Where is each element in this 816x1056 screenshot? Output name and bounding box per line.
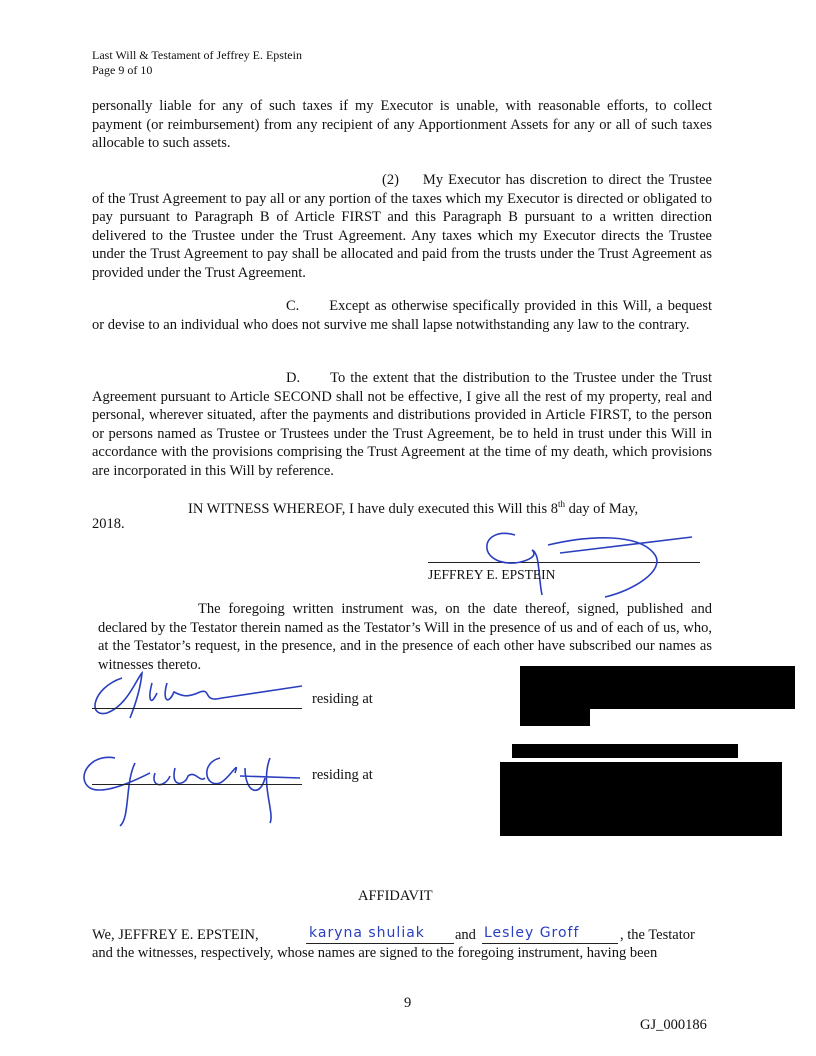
- affidavit-intro-suffix: , the Testator: [620, 927, 695, 943]
- witness-clause-superscript: th: [557, 499, 565, 509]
- witness-2-address-redaction: [512, 744, 738, 758]
- witness-1-signature: [82, 668, 312, 723]
- affidavit-handwritten-name-2: Lesley Groff: [484, 925, 580, 941]
- witness-year: 2018.: [92, 516, 125, 532]
- witness-1-residing-label: residing at: [312, 691, 373, 707]
- paragraph-taxes-liability: personally liable for any of such taxes if my Executor is unable, with reasonable efforts, to collect payment (or reimbursement) from any recipient of any Apportionment Assets for any or all of such taxes allocable to such assets.: [92, 98, 712, 151]
- paragraph-d: [92, 369, 712, 480]
- affidavit-and: and: [455, 927, 476, 943]
- affidavit-line-2: and the witnesses, respectively, whose names are signed to the foregoing instrument, having been: [92, 945, 658, 961]
- paragraph-executor-discretion: [92, 171, 712, 282]
- document-title: Last Will & Testament of Jeffrey E. Epstein: [92, 48, 302, 62]
- page-number: 9: [404, 995, 412, 1011]
- affidavit-handwritten-name-1: karyna shuliak: [309, 925, 425, 941]
- attestation-clause: [98, 600, 712, 674]
- affidavit-intro-prefix: We, JEFFREY E. EPSTEIN,: [92, 927, 259, 943]
- testator-name: JEFFREY E. EPSTEIN: [428, 567, 556, 582]
- page-info: Page 9 of 10: [92, 63, 153, 77]
- witness-2-address-redaction-2: [500, 762, 782, 836]
- witness-2-signature-line: [92, 784, 302, 785]
- attestation-clause-text: The foregoing written instrument was, on the date thereof, signed, published and declared by the Testator therein named as the Testator’s Will in the presence of us and of each of us, who, at the Testator’s request, in the presence, and in the presence of each other have subscribed our names as witnesses thereto.: [98, 601, 712, 673]
- paragraph-c-text: Except as otherwise specifically provided in this Will, a bequest or devise to an individual who does not survive me shall lapse notwithstanding any law to the contrary.: [92, 298, 712, 333]
- affidavit-title: AFFIDAVIT: [358, 888, 433, 904]
- witness-1-address-redaction-2: [520, 708, 590, 726]
- paragraph-marker-c: C.: [286, 298, 300, 314]
- witness-1-signature-line: [92, 708, 302, 709]
- paragraph-executor-discretion-text: My Executor has discretion to direct the Trustee of the Trust Agreement to pay all or any portion of the taxes which my Executor is directed or obligated to pay pursuant to Paragraph B of Article FIRST and this Paragraph B pursuant to a written direction delivered to the Trustee under the Trust Agreement. Any taxes which my Executor directs the Trustee under the Trust Agreement to pay shall be allocated and paid from the trusts under the Trust Agreement as provided under the Trust Agreement.: [92, 172, 712, 281]
- paragraph-c: [92, 297, 712, 334]
- paragraph-marker-2: (2): [382, 172, 399, 188]
- witness-clause-text: IN WITNESS WHEREOF, I have duly executed this Will this 8: [188, 500, 558, 517]
- testator-signature: [420, 505, 720, 600]
- paragraph-marker-d: D.: [286, 370, 301, 386]
- bates-number: GJ_000186: [640, 1017, 707, 1033]
- witness-2-residing-label: residing at: [312, 767, 373, 783]
- witness-1-address-redaction: [520, 666, 795, 709]
- witness-clause-month: day of May,: [565, 500, 639, 517]
- paragraph-d-text: To the extent that the distribution to the Trustee under the Trust Agreement pursuant to Article SECOND shall not be effective, I give all the rest of my property, real and personal, wherever situated, after the payments and distributions provided in Article FIRST, to the person or persons named as Trustee or Trustees under the Trust Agreement, be to held in trust under this Will in accordance with the provisions comprising the Trust Agreement at the time of my death, which provisions are incorporated in this Will by reference.: [92, 370, 712, 479]
- witness-2-signature: [70, 738, 310, 828]
